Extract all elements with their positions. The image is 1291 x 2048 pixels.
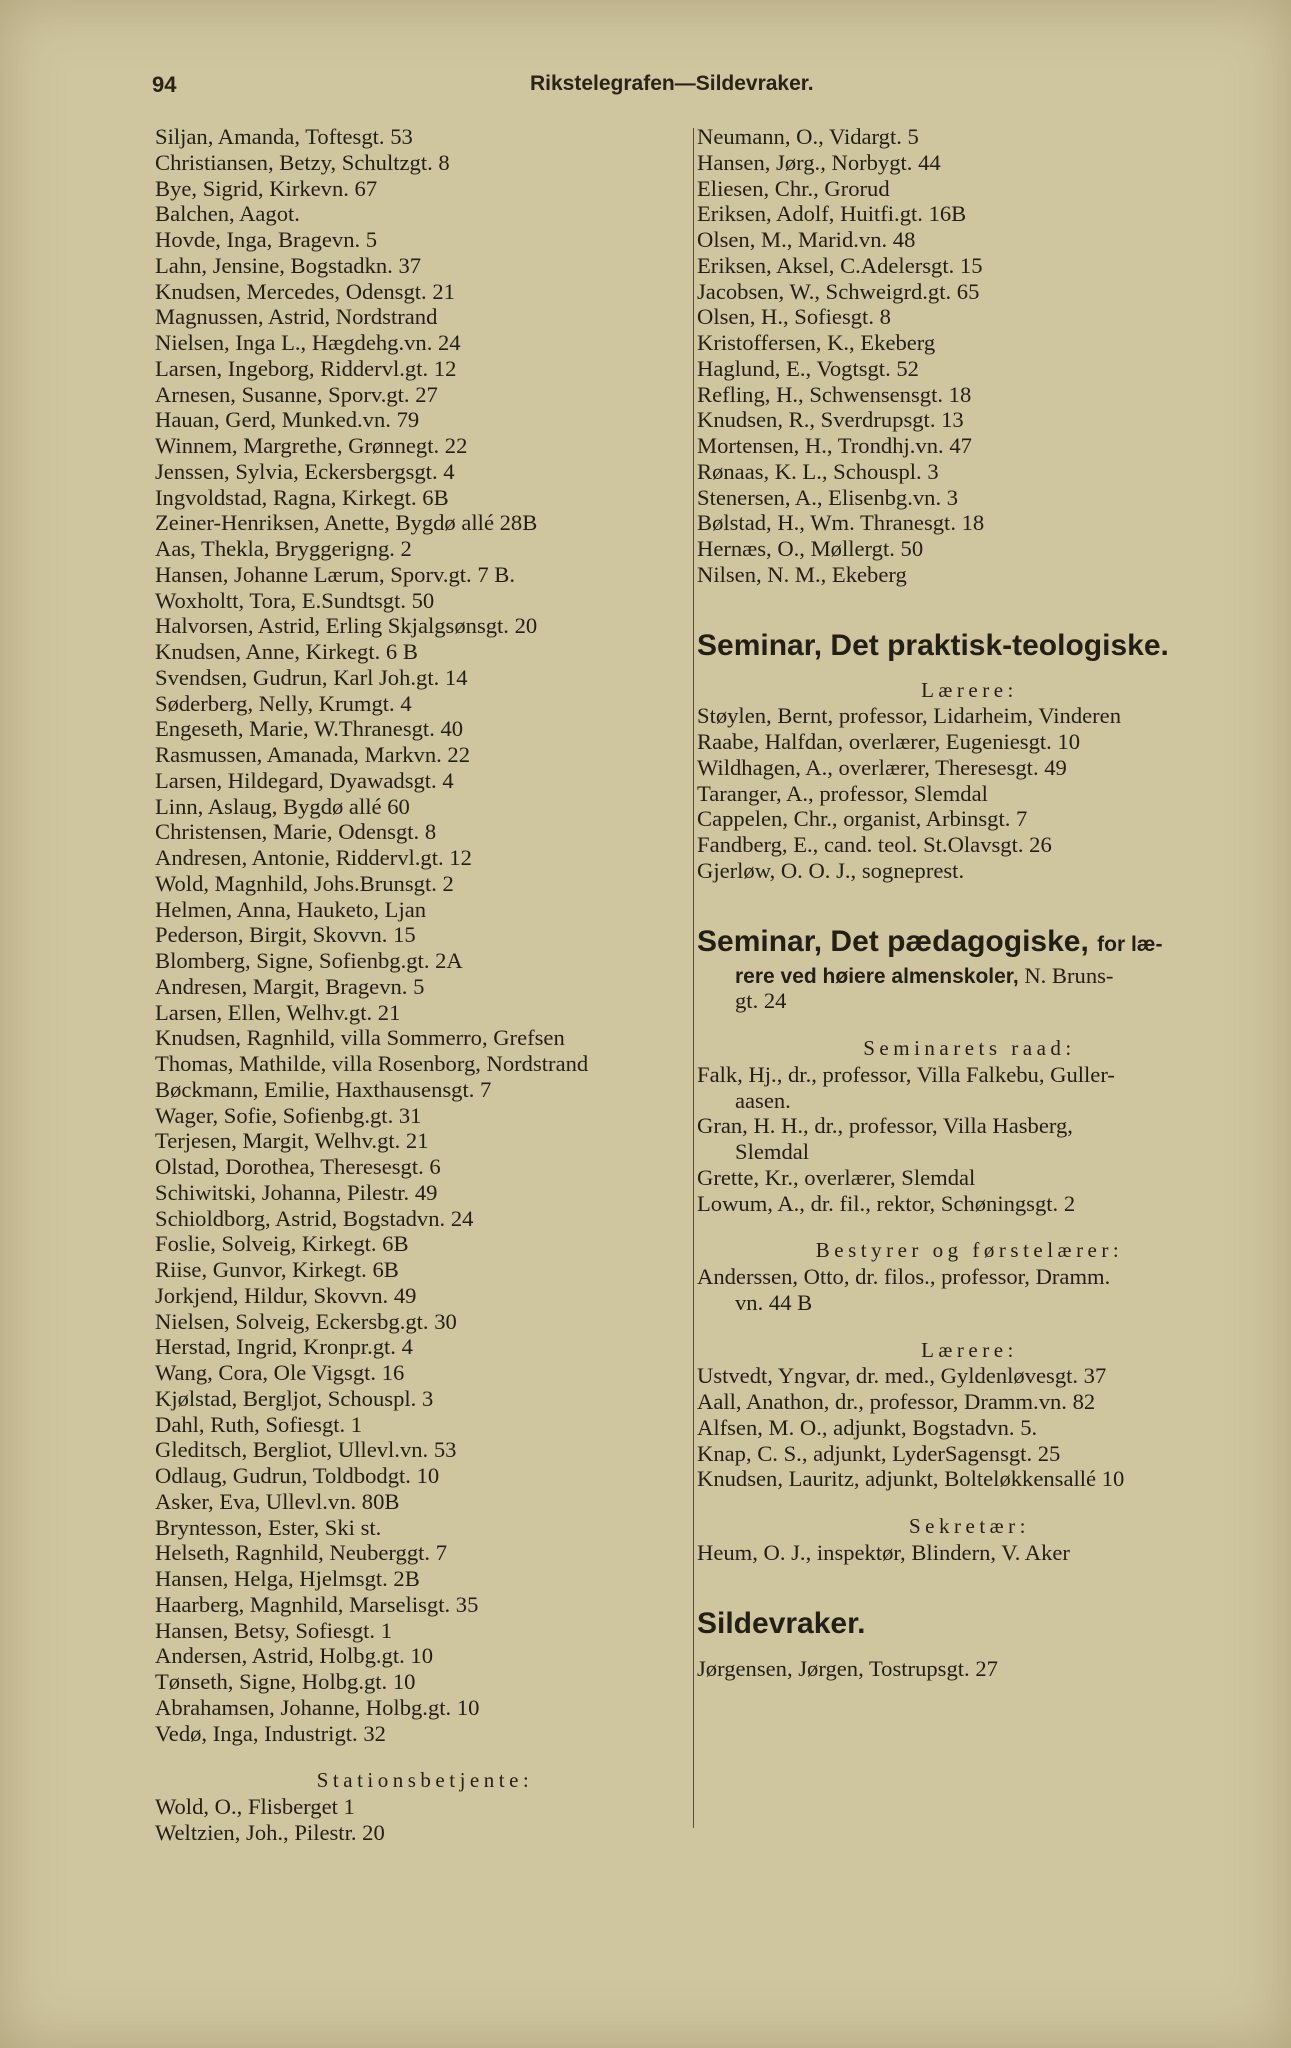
list-item: Olsen, H., Sofiesgt. 8 bbox=[697, 304, 891, 330]
pedagogy-teachers-heading: Lærere: bbox=[921, 1337, 1018, 1362]
list-item: aasen. bbox=[735, 1087, 791, 1113]
secretary-heading: Sekretær: bbox=[909, 1514, 1030, 1538]
list-item: vn. 44 B bbox=[735, 1289, 813, 1315]
list-item: Wager, Sofie, Sofienbg.gt. 31 bbox=[155, 1102, 422, 1128]
list-item: Bye, Sigrid, Kirkevn. 67 bbox=[155, 175, 378, 201]
list-item: Dahl, Ruth, Sofiesgt. 1 bbox=[155, 1411, 363, 1437]
list-item: Woxholtt, Tora, E.Sundtsgt. 50 bbox=[155, 587, 435, 613]
list-item: Helmen, Anna, Hauketo, Ljan bbox=[155, 896, 427, 922]
list-item: Haglund, E., Vogtsgt. 52 bbox=[697, 355, 919, 381]
list-item: Anderssen, Otto, dr. filos., professor, Dramm. bbox=[697, 1264, 1111, 1289]
list-item: Stenersen, A., Elisenbg.vn. 3 bbox=[697, 484, 959, 510]
list-item: Eriksen, Aksel, C.Adelersgt. 15 bbox=[697, 252, 983, 278]
list-item: Engeseth, Marie, W.Thranesgt. 40 bbox=[155, 716, 464, 742]
seminar-pedagogy-title bbox=[697, 924, 1242, 963]
list-item: Hauan, Gerd, Munked.vn. 79 bbox=[155, 407, 420, 433]
list-item: Aall, Anathon, dr., professor, Dramm.vn. 82 bbox=[697, 1389, 1096, 1414]
list-item: Siljan, Amanda, Toftesgt. 53 bbox=[155, 124, 413, 149]
list-item: Wildhagen, A., overlærer, Theresesgt. 49 bbox=[697, 754, 1067, 780]
list-item: Knap, C. S., adjunkt, LyderSagensgt. 25 bbox=[697, 1440, 1061, 1466]
list-item: Alfsen, M. O., adjunkt, Bogstadvn. 5. bbox=[697, 1414, 1038, 1440]
list-item: Hansen, Jørg., Norbygt. 44 bbox=[697, 149, 941, 175]
list-item: Raabe, Halfdan, overlærer, Eugeniesgt. 10 bbox=[697, 729, 1081, 754]
list-item: Terjesen, Margit, Welhv.gt. 21 bbox=[155, 1128, 429, 1154]
list-item: Grette, Kr., overlærer, Slemdal bbox=[697, 1164, 976, 1190]
list-item: Christensen, Marie, Odensgt. 8 bbox=[155, 819, 437, 845]
list-item: Fandberg, E., cand. teol. St.Olavsgt. 26 bbox=[697, 832, 1052, 857]
list-item: Støylen, Bernt, professor, Lidarheim, Vinderen bbox=[697, 703, 1121, 729]
director-entry bbox=[697, 1264, 1242, 1316]
list-item: Rønaas, K. L., Schouspl. 3 bbox=[697, 458, 939, 484]
list-item: Wold, O., Flisberget 1 bbox=[155, 1794, 355, 1819]
sildevraker-entry: Jørgensen, Jørgen, Tostrupsgt. 27 bbox=[697, 1655, 998, 1681]
list-item: Foslie, Solveig, Kirkegt. 6B bbox=[155, 1231, 409, 1257]
list-item: Balchen, Aagot. bbox=[155, 201, 300, 227]
council-list bbox=[697, 1062, 1242, 1217]
list-item: Wold, Magnhild, Johs.Brunsgt. 2 bbox=[155, 870, 454, 896]
list-item: Halvorsen, Astrid, Erling Skjalgsønsgt. 20 bbox=[155, 613, 538, 639]
list-item: Hansen, Betsy, Sofiesgt. 1 bbox=[155, 1617, 393, 1643]
list-item: Abrahamsen, Johanne, Holbg.gt. 10 bbox=[155, 1694, 480, 1720]
list-item: Gleditsch, Bergliot, Ullevl.vn. 53 bbox=[155, 1437, 457, 1463]
page-number: 94 bbox=[152, 72, 177, 97]
list-item: Tønseth, Signe, Holbg.gt. 10 bbox=[155, 1669, 416, 1694]
list-item: Bryntesson, Ester, Ski st. bbox=[155, 1514, 382, 1540]
list-item: Hovde, Inga, Bragevn. 5 bbox=[155, 227, 378, 252]
left-column bbox=[155, 124, 695, 1846]
list-item: Knudsen, Lauritz, adjunkt, Bolteløkkensallé 10 bbox=[697, 1466, 1125, 1492]
list-item: Vedø, Inga, Industrigt. 32 bbox=[155, 1720, 386, 1746]
list-item: Andresen, Margit, Bragevn. 5 bbox=[155, 973, 425, 999]
list-item: Ingvoldstad, Ragna, Kirkegt. 6B bbox=[155, 484, 449, 510]
list-item: Knudsen, Ragnhild, villa Sommerro, Grefsen bbox=[155, 1025, 565, 1051]
staff-list-continued bbox=[697, 124, 1242, 588]
list-item: Nielsen, Inga L., Hægdehg.vn. 24 bbox=[155, 330, 461, 355]
list-item: Knudsen, R., Sverdrupsgt. 13 bbox=[697, 407, 964, 433]
council-heading: Seminarets raad: bbox=[863, 1036, 1076, 1060]
staff-list bbox=[155, 124, 695, 1746]
list-item: Nilsen, N. M., Ekeberg bbox=[697, 561, 907, 587]
list-item: Andersen, Astrid, Holbg.gt. 10 bbox=[155, 1643, 434, 1669]
list-item: Hansen, Johanne Lærum, Sporv.gt. 7 B. bbox=[155, 561, 515, 587]
theology-teachers-list bbox=[697, 703, 1242, 883]
seminar-theology-title: Seminar, Det praktisk-teologiske. bbox=[697, 628, 1169, 662]
seminar-pedagogy-title-line2: rere ved høiere almenskoler, N. Bruns- bbox=[735, 962, 1114, 988]
list-item: Lahn, Jensine, Bogstadkn. 37 bbox=[155, 252, 422, 278]
list-item: Neumann, O., Vidargt. 5 bbox=[697, 124, 919, 149]
secretary-entry: Heum, O. J., inspektør, Blindern, V. Aker bbox=[697, 1539, 1070, 1565]
list-item: Lowum, A., dr. fil., rektor, Schøningsgt. 2 bbox=[697, 1190, 1076, 1216]
list-item: Ustvedt, Yngvar, dr. med., Gyldenløvesgt. 37 bbox=[697, 1363, 1107, 1389]
list-item: Haarberg, Magnhild, Marselisgt. 35 bbox=[155, 1591, 479, 1617]
theology-teachers-heading: Lærere: bbox=[921, 677, 1018, 702]
list-item: Blomberg, Signe, Sofienbg.gt. 2A bbox=[155, 948, 463, 973]
list-item: Bølstad, H., Wm. Thranesgt. 18 bbox=[697, 510, 985, 536]
list-item: Schiwitski, Johanna, Pilestr. 49 bbox=[155, 1179, 438, 1205]
list-item: Rasmussen, Amanada, Markvn. 22 bbox=[155, 742, 471, 767]
list-item: Knudsen, Mercedes, Odensgt. 21 bbox=[155, 278, 455, 304]
list-item: Zeiner-Henriksen, Anette, Bygdø allé 28B bbox=[155, 510, 538, 536]
list-item: Mortensen, H., Trondhj.vn. 47 bbox=[697, 433, 972, 458]
stations-heading: Stationsbetjente: bbox=[316, 1768, 534, 1793]
list-item: Svendsen, Gudrun, Karl Joh.gt. 14 bbox=[155, 664, 468, 690]
list-item: Nielsen, Solveig, Eckersbg.gt. 30 bbox=[155, 1308, 457, 1334]
list-item: Hansen, Helga, Hjelmsgt. 2B bbox=[155, 1566, 420, 1591]
list-item: Falk, Hj., dr., professor, Villa Falkebu, Guller- bbox=[697, 1061, 1115, 1087]
director-heading: Bestyrer og førstelærer: bbox=[815, 1238, 1124, 1263]
list-item: Kristoffersen, K., Ekeberg bbox=[697, 330, 936, 355]
list-item: Olsen, M., Marid.vn. 48 bbox=[697, 227, 916, 252]
list-item: Bøckmann, Emilie, Haxthausensgt. 7 bbox=[155, 1076, 492, 1102]
list-item: Odlaug, Gudrun, Toldbodgt. 10 bbox=[155, 1463, 440, 1488]
list-item: Herstad, Ingrid, Kronpr.gt. 4 bbox=[155, 1334, 413, 1360]
list-item: Larsen, Ingeborg, Riddervl.gt. 12 bbox=[155, 355, 457, 381]
list-item: Larsen, Hildegard, Dyawadsgt. 4 bbox=[155, 767, 454, 793]
pedagogy-teachers-list bbox=[697, 1363, 1242, 1492]
list-item: Thomas, Mathilde, villa Rosenborg, Nordstrand bbox=[155, 1051, 589, 1076]
list-item: Winnem, Margrethe, Grønnegt. 22 bbox=[155, 433, 468, 458]
list-item: Gjerløw, O. O. J., sogneprest. bbox=[697, 857, 965, 883]
list-item: Asker, Eva, Ullevl.vn. 80B bbox=[155, 1488, 400, 1514]
list-item: Wang, Cora, Ole Vigsgt. 16 bbox=[155, 1360, 405, 1385]
seminar-pedagogy-title-suffix: for læ- bbox=[1097, 932, 1163, 956]
list-item: Schioldborg, Astrid, Bogstadvn. 24 bbox=[155, 1205, 474, 1231]
seminar-pedagogy-title-line3: gt. 24 bbox=[735, 988, 787, 1014]
list-item: Slemdal bbox=[735, 1139, 810, 1164]
list-item: Eliesen, Chr., Grorud bbox=[697, 175, 890, 201]
right-column bbox=[697, 124, 1242, 1681]
seminar-pedagogy-title-main: Seminar, Det pædagogiske, bbox=[697, 924, 1089, 958]
list-item: Andresen, Antonie, Riddervl.gt. 12 bbox=[155, 845, 472, 870]
list-item: Jacobsen, W., Schweigrd.gt. 65 bbox=[697, 278, 980, 304]
list-item: Helseth, Ragnhild, Neuberggt. 7 bbox=[155, 1540, 447, 1566]
list-item: Aas, Thekla, Bryggerigng. 2 bbox=[155, 536, 412, 561]
list-item: Refling, H., Schwensensgt. 18 bbox=[697, 381, 972, 407]
list-item: Kjølstad, Bergljot, Schouspl. 3 bbox=[155, 1385, 434, 1411]
list-item: Jenssen, Sylvia, Eckersbergsgt. 4 bbox=[155, 458, 455, 484]
list-item: Jorkjend, Hildur, Skovvn. 49 bbox=[155, 1282, 417, 1308]
list-item: Hernæs, O., Møllergt. 50 bbox=[697, 536, 924, 561]
list-item: Arnesen, Susanne, Sporv.gt. 27 bbox=[155, 381, 438, 407]
list-item: Larsen, Ellen, Welhv.gt. 21 bbox=[155, 999, 401, 1025]
list-item: Søderberg, Nelly, Krumgt. 4 bbox=[155, 690, 412, 716]
list-item: Weltzien, Joh., Pilestr. 20 bbox=[155, 1819, 385, 1845]
list-item: Magnussen, Astrid, Nordstrand bbox=[155, 304, 438, 330]
list-item: Gran, H. H., dr., professor, Villa Hasberg, bbox=[697, 1113, 1073, 1139]
list-item: Olstad, Dorothea, Theresesgt. 6 bbox=[155, 1154, 441, 1179]
list-item: Knudsen, Anne, Kirkegt. 6 B bbox=[155, 639, 418, 664]
running-header: Rikstelegrafen—Sildevraker. bbox=[530, 72, 814, 95]
stations-list bbox=[155, 1794, 695, 1846]
list-item: Pederson, Birgit, Skovvn. 15 bbox=[155, 922, 416, 948]
list-item: Taranger, A., professor, Slemdal bbox=[697, 780, 988, 806]
sildevraker-title: Sildevraker. bbox=[697, 1606, 866, 1640]
list-item: Christiansen, Betzy, Schultzgt. 8 bbox=[155, 149, 450, 175]
list-item: Riise, Gunvor, Kirkegt. 6B bbox=[155, 1257, 399, 1282]
list-item: Linn, Aslaug, Bygdø allé 60 bbox=[155, 793, 410, 819]
list-item: Cappelen, Chr., organist, Arbinsgt. 7 bbox=[697, 806, 1028, 832]
list-item: Eriksen, Adolf, Huitfi.gt. 16B bbox=[697, 201, 967, 227]
